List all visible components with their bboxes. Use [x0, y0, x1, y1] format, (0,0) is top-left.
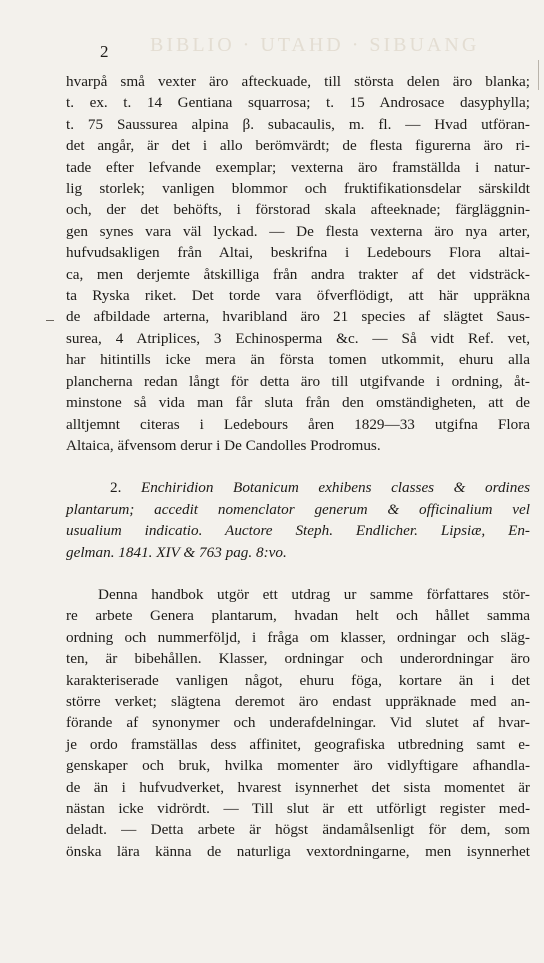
- text-line: nästan icke vidrördt. — Till slut är ett utförligt register med-: [66, 800, 530, 817]
- citation-line: plantarum; accedit nomenclator generum & officinalium vel: [66, 500, 530, 518]
- text-line: ca, men derjemte åtskilliga från andra trakter af det vidsträck-: [66, 265, 530, 283]
- text-line: förande af synonymer och underafdelningar. Vid slutet af hvar-: [66, 714, 530, 732]
- text-line: surea, 4 Atriplices, 3 Echinosperma &c. — Så vidt Ref. vet,: [66, 329, 530, 347]
- text-line: plancherna redan långt för detta äro till utgifvande i ordning, åt-: [66, 372, 530, 390]
- text-line: ten, är bibehållen. Klasser, ordningar och underordningar äro: [66, 650, 530, 668]
- text-line: lig storlek; vanligen blommor och fruktifikationsdelar särskildt: [66, 180, 530, 198]
- text-line: deladt. — Detta arbete är högst ändamålsenligt för dem, som: [66, 821, 530, 839]
- citation-line: usualium indicatio. Auctore Steph. Endlicher. Lipsiæ, En-: [66, 522, 530, 540]
- book-citation: [66, 477, 530, 563]
- text-line: Denna handbok utgör ett utdrag ur samme författares stör-: [98, 585, 530, 603]
- entry-number: 2.: [110, 479, 122, 497]
- text-line: de än i hufvudverket, hvarest isynnerhet det sista momentet är: [66, 778, 530, 796]
- text-line: hvarpå små vexter äro afteckuade, till största delen äro blanka;: [66, 73, 530, 90]
- text-line: t. ex. t. 14 Gentiana squarrosa; t. 15 Androsace dasyphylla;: [66, 94, 530, 112]
- body-text: [66, 71, 530, 862]
- citation-line: gelman. 1841. XIV & 763 pag. 8:vo.: [66, 543, 287, 561]
- text-line: alltjemnt citeras i Ledebours åren 1829—33 utgifna Flora: [66, 415, 530, 433]
- page-edge-mark: [538, 60, 539, 90]
- text-line: ordning och nummerföljd, i fråga om klasser, ordningar och släg-: [66, 628, 530, 646]
- review-paragraph-1: [66, 71, 530, 456]
- text-line: och, der det behöfts, i förstorad skala afteeknade; färgläggnin-: [66, 201, 530, 219]
- text-line: har hitintills icke mera än första tomen utkommit, ehuru alla: [66, 351, 530, 369]
- bleed-through-heading: BIBLIO · UTAHD · SIBUANG: [150, 34, 480, 56]
- text-line: de afbildade arterna, hvaribland äro 21 species af slägtet Saus-: [66, 308, 530, 326]
- text-line: re arbete Genera plantarum, hvadan helt och hållet samma: [66, 607, 530, 625]
- text-line: karakteriserade vanligen något, ehuru föga, kortare än i det: [66, 671, 530, 689]
- citation-line: [66, 477, 530, 498]
- text-line: det angår, är det i allo berömvärdt; de flesta figurerna äro ri-: [66, 137, 530, 155]
- text-line: Altaica, äfvensom derur i De Candolles Prodromus.: [66, 436, 381, 454]
- text-line: önska lära känna de naturliga vextordningarne, men isynnerhet: [66, 842, 530, 860]
- text-line: genskaper och bruk, hvilka momenter äro vidlyftigare afhandla-: [66, 757, 530, 775]
- text-line: gen synes vara väl lyckad. — De flesta vexterna äro nya arter,: [66, 222, 530, 240]
- text-line: större verket; slägtena deremot äro endast uppräknade med an-: [66, 692, 530, 710]
- text-line: hufvudsakligen från Altai, beskrifna i Ledebours Flora altai-: [66, 244, 530, 262]
- text-line: tade efter lefvande exemplar; vexterna äro framställda i natur-: [66, 158, 530, 176]
- citation-text: Enchiridion Botanicum exhibens classes & ordines: [140, 479, 530, 497]
- review-paragraph-2: [66, 584, 530, 862]
- margin-mark: [46, 320, 54, 321]
- text-line: ta Ryska riket. Det torde vara öfverflödigt, att här uppräkna: [66, 287, 530, 305]
- text-line: je ordo framställas dess affinitet, geografiska utbredning samt e-: [66, 735, 530, 753]
- page-number: 2: [100, 42, 109, 61]
- text-line: minstone så vida man får sluta från den omständigheten, att de: [66, 394, 530, 412]
- text-line: t. 75 Saussurea alpina β. subacaulis, m. fl. — Hvad utföran-: [66, 115, 530, 133]
